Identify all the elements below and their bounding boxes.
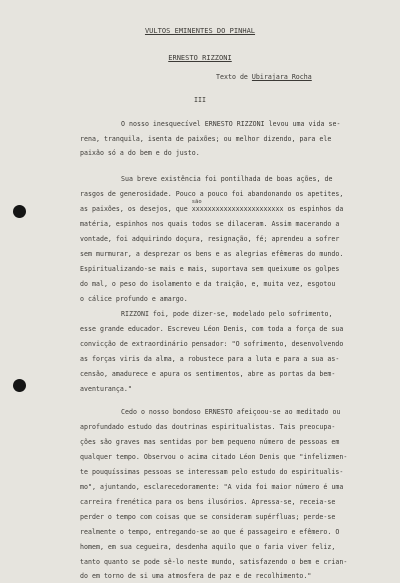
body-line-part: as paixões, os desejos, que xyxy=(80,205,192,213)
typed-correction xyxy=(191,199,284,213)
body-line: rasgos de generosidade. Pouco a pouco foi abandonando os apetites, xyxy=(80,190,344,198)
body-line: vontade, foi adquirindo doçura, resignação, fé; aprendeu a sofrer xyxy=(80,235,340,243)
author-label: Texto de xyxy=(216,73,252,81)
body-line: ções são graves mas sentidas por bem pequeno número de pessoas em xyxy=(80,438,340,446)
body-line: carreira frenética para os bens ilusórios. Apressa-se, receia-se xyxy=(80,498,336,506)
body-line: qualquer tempo. Observou o acima citado Léon Denis que "infelizmen- xyxy=(80,453,348,461)
punch-hole-top xyxy=(13,205,26,218)
body-line: Sua breve existência foi pontilhada de boas ações, de xyxy=(121,175,333,183)
part-number: III xyxy=(194,96,206,104)
subject-heading: ERNESTO RIZZONI xyxy=(168,54,232,62)
body-line: aventurança." xyxy=(80,385,132,393)
body-line: RIZZONI foi, pode dizer-se, modelado pelo sofrimento, xyxy=(121,310,333,318)
author-line xyxy=(216,73,312,81)
body-line: aprofundado estudo das doutrinas espiritualistas. Tais preocupa- xyxy=(80,423,336,431)
body-line: Espiritualizando-se mais e mais, suportava sem queixume os golpes xyxy=(80,265,340,273)
body-line: esse grande educador. Escreveu Léon Denis, com toda a força de sua xyxy=(80,325,344,333)
punch-hole-bottom xyxy=(13,379,26,392)
overwrite-word: são xyxy=(191,199,202,205)
body-line: matéria, espinhos nos quais todos se dilaceram. Assim macerando a xyxy=(80,220,340,228)
body-line: homem, em sua cegueira, desdenha aquilo que o faria viver feliz, xyxy=(80,543,336,551)
body-line: realmente o tempo, entregando-se ao que é passageiro e efêmero. O xyxy=(80,528,340,536)
body-line: mo", ajuntando, esclarecedoramente: "A vida foi maior número é uma xyxy=(80,483,344,491)
struck-text: xxxxxxxxxxxxxxxxxxxxxxx xyxy=(191,205,284,213)
body-line: O nosso inesquecível ERNESTO RIZZONI levou uma vida se- xyxy=(121,120,341,128)
body-line: do em torno de si uma atmosfera de paz e de recolhimento." xyxy=(80,572,312,580)
body-line: sem murmurar, a desprezar os bens e as alegrias efêmeras do mundo. xyxy=(80,250,344,258)
body-line xyxy=(80,199,344,213)
body-line: perder o tempo com coisas que se consideram supérfluas; perde-se xyxy=(80,513,336,521)
body-line: Cedo o nosso bondoso ERNESTO afeiçoou-se ao meditado ou xyxy=(121,408,341,416)
body-line: te pouquíssimas pessoas se interessam pelo estudo do espiritualis- xyxy=(80,468,344,476)
body-line: convicção de extraordinário pensador: "O sofrimento, desenvolvendo xyxy=(80,340,344,348)
body-line: do mal, o peso do isolamento e da traição, e, muita vez, esgotou xyxy=(80,280,336,288)
body-line: tanto quanto se pode sê-lo neste mundo, satisfazendo o bem e crian- xyxy=(80,558,348,566)
body-line: censão, amadurece e apura os sentimentos, abre as portas da bem- xyxy=(80,370,336,378)
series-title: VULTOS EMINENTES DO PINHAL xyxy=(144,27,256,35)
body-line: o cálice profundo e amargo. xyxy=(80,295,188,303)
body-line: as forças viris da alma, a robustece para a luta e para a sua as- xyxy=(80,355,340,363)
author-name: Ubirajara Rocha xyxy=(251,73,312,81)
body-line: paixão só a do bem e do justo. xyxy=(80,149,200,157)
body-line: rena, tranquila, isenta de paixões; ou melhor dizendo, para ele xyxy=(80,135,332,143)
body-line-part: os espinhos da xyxy=(283,205,344,213)
